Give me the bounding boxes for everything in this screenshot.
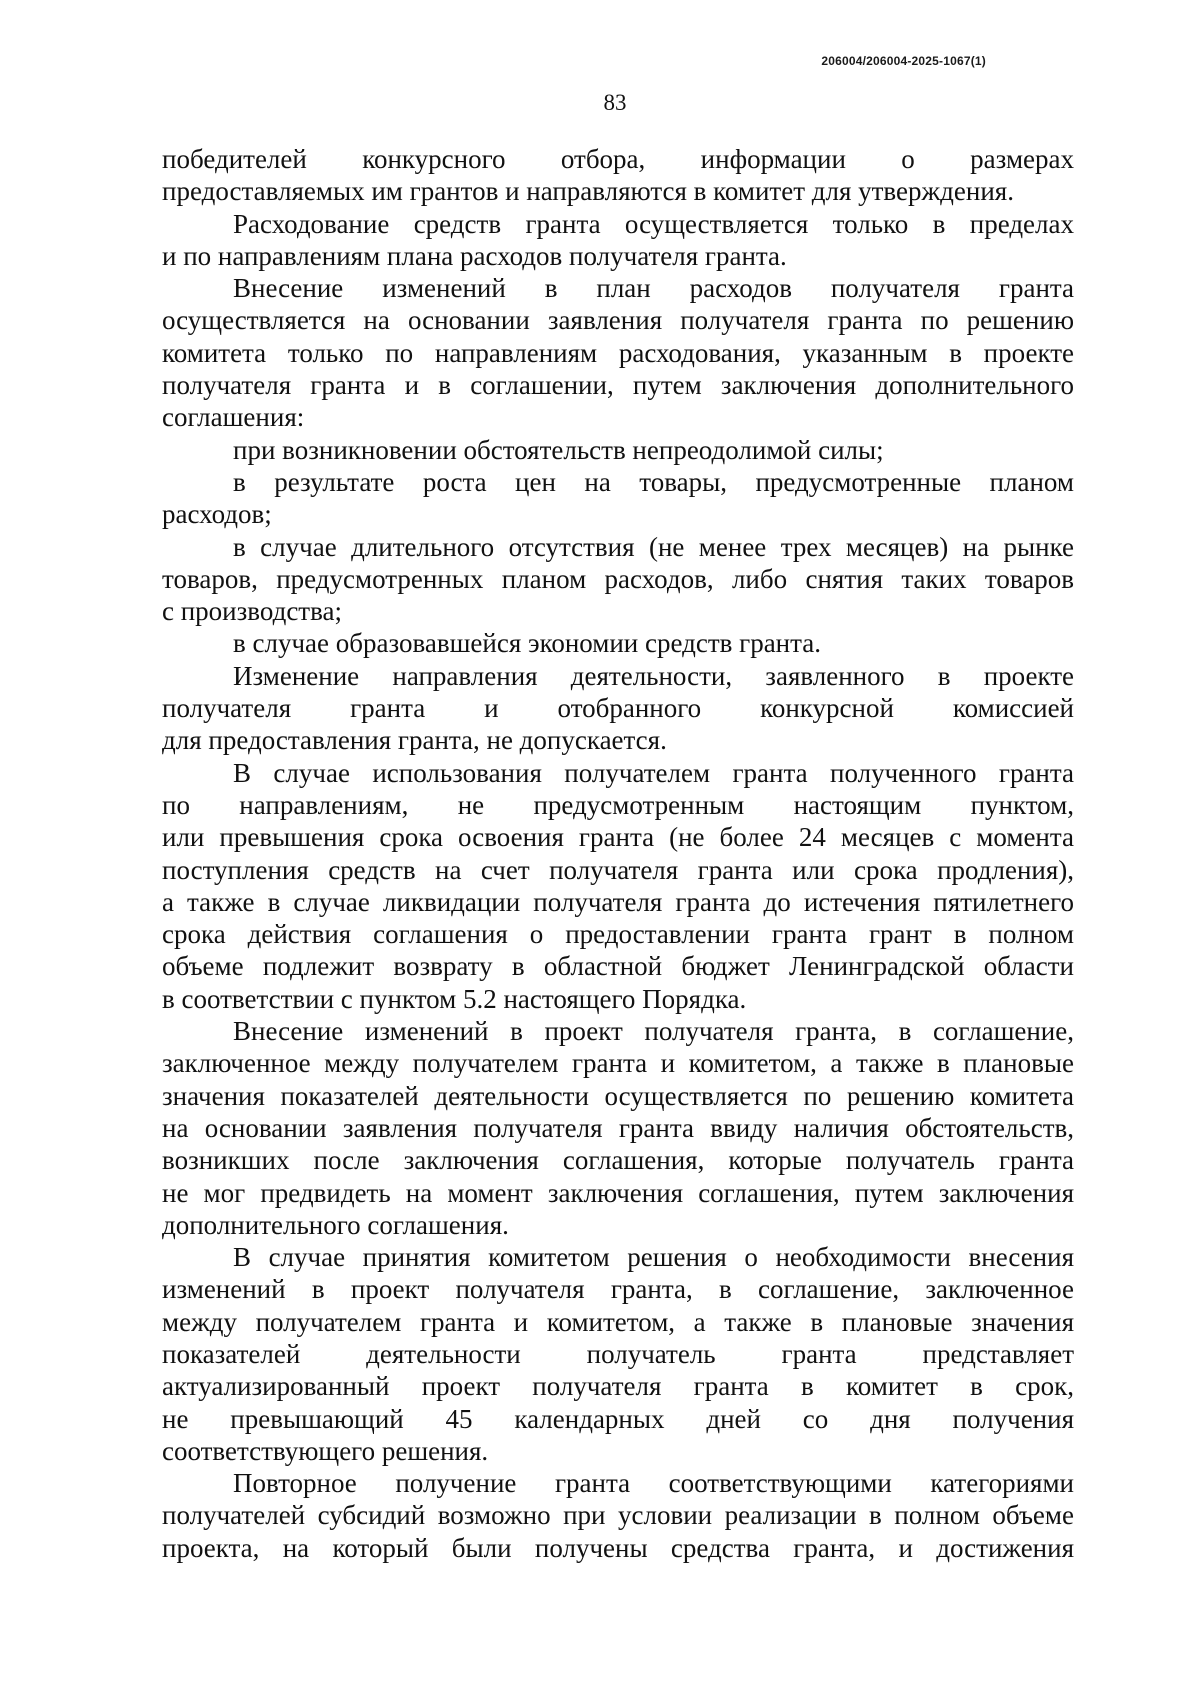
text-line: для предоставления гранта, не допускается. xyxy=(162,725,667,756)
text-line: между получателем гранта и комитетом, а также в плановые значения xyxy=(162,1306,1074,1337)
paragraph xyxy=(162,627,1074,659)
text-line: в случае длительного отсутствия (не менее трех месяцев) на рынке xyxy=(233,531,1074,562)
text-line: расходов; xyxy=(162,499,272,530)
paragraph xyxy=(162,466,1074,531)
text-line: Повторное получение гранта соответствующими категориями xyxy=(233,1468,1074,1499)
text-line: в случае образовавшейся экономии средств гранта. xyxy=(233,628,821,659)
text-line: Расходование средств гранта осуществляется только в пределах xyxy=(233,208,1074,239)
paragraph xyxy=(162,531,1074,628)
text-line: Внесение изменений в проект получателя гранта, в соглашение, xyxy=(233,1016,1074,1047)
text-line: не мог предвидеть на момент заключения соглашения, путем заключения xyxy=(162,1177,1074,1208)
text-line: соглашения: xyxy=(162,402,305,433)
document-body xyxy=(162,143,1074,1564)
text-line: не превышающий 45 календарных дней со дня получения xyxy=(162,1403,1074,1434)
paragraph xyxy=(162,1241,1074,1467)
text-line: В случае использования получателем гранта полученного гранта xyxy=(233,757,1074,788)
text-line: возникших после заключения соглашения, которые получатель гранта xyxy=(162,1145,1074,1176)
paragraph xyxy=(162,208,1074,273)
text-line: заключенное между получателем гранта и комитетом, а также в плановые xyxy=(162,1048,1074,1079)
text-line: проекта, на который были получены средства гранта, и достижения xyxy=(162,1532,1074,1563)
text-line: в соответствии с пунктом 5.2 настоящего Порядка. xyxy=(162,983,747,1014)
text-line: срока действия соглашения о предоставлении гранта грант в полном xyxy=(162,919,1074,950)
text-line: значения показателей деятельности осуществляется по решению комитета xyxy=(162,1080,1074,1111)
paragraph xyxy=(162,1015,1074,1241)
text-line: получателя гранта и отобранного конкурсной комиссией xyxy=(162,693,1074,724)
text-line: В случае принятия комитетом решения о необходимости внесения xyxy=(233,1242,1074,1273)
text-line: с производства; xyxy=(162,596,342,627)
paragraph xyxy=(162,660,1074,757)
text-line: получателей субсидий возможно при условии реализации в полном объеме xyxy=(162,1500,1074,1531)
paragraph xyxy=(162,757,1074,1015)
text-line: на основании заявления получателя гранта ввиду наличия обстоятельств, xyxy=(162,1112,1074,1143)
text-line: показателей деятельности получатель гранта представляет xyxy=(162,1338,1074,1369)
page-number: 83 xyxy=(603,90,627,115)
text-line: осуществляется на основании заявления получателя гранта по решению xyxy=(162,305,1074,336)
text-line: объеме подлежит возврату в областной бюджет Ленинградской области xyxy=(162,951,1074,982)
text-line: и по направлениям плана расходов получателя гранта. xyxy=(162,240,787,271)
text-line: Изменение направления деятельности, заявленного в проекте xyxy=(233,660,1074,691)
text-line: при возникновении обстоятельств непреодолимой силы; xyxy=(233,434,884,465)
text-line: или превышения срока освоения гранта (не более 24 месяцев с момента xyxy=(162,822,1074,853)
paragraph xyxy=(162,143,1074,208)
text-line: в результате роста цен на товары, предусмотренные планом xyxy=(233,466,1074,497)
text-line: изменений в проект получателя гранта, в соглашение, заключенное xyxy=(162,1274,1074,1305)
text-line: дополнительного соглашения. xyxy=(162,1209,509,1240)
paragraph xyxy=(162,1467,1074,1564)
text-line: получателя гранта и в соглашении, путем заключения дополнительного xyxy=(162,370,1074,401)
text-line: победителей конкурсного отбора, информации о размерах xyxy=(162,144,1074,174)
text-line: соответствующего решения. xyxy=(162,1435,489,1466)
document-id: 206004/206004-2025-1067(1) xyxy=(821,54,986,68)
text-line: комитета только по направлениям расходования, указанным в проекте xyxy=(162,337,1074,368)
text-line: актуализированный проект получателя гранта в комитет в срок, xyxy=(162,1371,1074,1402)
text-line: товаров, предусмотренных планом расходов, либо снятия таких товаров xyxy=(162,563,1074,594)
paragraph xyxy=(162,434,1074,466)
text-line: а также в случае ликвидации получателя гранта до истечения пятилетнего xyxy=(162,886,1074,917)
text-line: поступления средств на счет получателя гранта или срока продления), xyxy=(162,854,1074,885)
paragraph xyxy=(162,272,1074,433)
text-line: Внесение изменений в план расходов получателя гранта xyxy=(233,273,1074,304)
text-line: предоставляемых им грантов и направляются в комитет для утверждения. xyxy=(162,176,1014,207)
text-line: по направлениям, не предусмотренным настоящим пунктом, xyxy=(162,789,1074,820)
